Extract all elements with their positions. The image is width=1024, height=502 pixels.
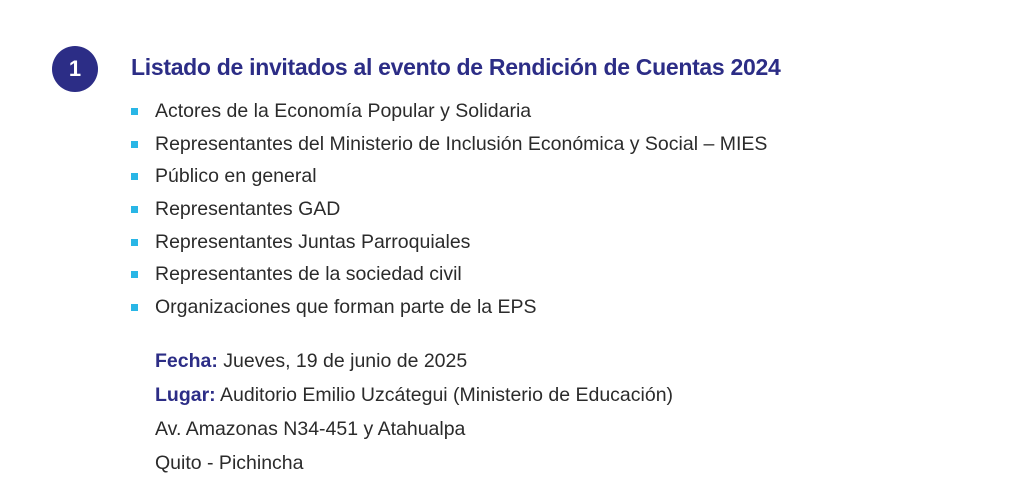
list-item — [131, 95, 767, 128]
square-bullet-icon — [131, 271, 138, 278]
list-item — [131, 128, 767, 161]
square-bullet-icon — [131, 141, 138, 148]
place-label: Lugar: — [155, 384, 216, 406]
list-item — [131, 193, 767, 226]
section-number-badge: 1 — [52, 46, 98, 92]
list-item — [131, 291, 767, 324]
date-label: Fecha: — [155, 350, 218, 372]
list-item-text: Actores de la Economía Popular y Solidaria — [155, 99, 532, 122]
city-line: Quito - Pichincha — [155, 452, 304, 474]
square-bullet-icon — [131, 304, 138, 311]
square-bullet-icon — [131, 108, 138, 115]
list-item-text: Representantes GAD — [155, 197, 341, 220]
list-item-text: Organizaciones que forman parte de la EPS — [155, 295, 537, 318]
square-bullet-icon — [131, 239, 138, 246]
list-item-text: Público en general — [155, 165, 317, 188]
address-line: Av. Amazonas N34-451 y Atahualpa — [155, 418, 466, 440]
list-item-text: Representantes Juntas Parroquiales — [155, 230, 471, 253]
event-date-line — [155, 344, 673, 378]
list-item-text: Representantes del Ministerio de Inclusión Económica y Social – MIES — [155, 132, 768, 155]
section-title: Listado de invitados al evento de Rendición de Cuentas 2024 — [131, 54, 781, 80]
square-bullet-icon — [131, 206, 138, 213]
event-details — [155, 344, 673, 480]
place-value: Auditorio Emilio Uzcátegui (Ministerio de Educación) — [220, 384, 674, 406]
square-bullet-icon — [131, 173, 138, 180]
list-item-text: Representantes de la sociedad civil — [155, 263, 462, 286]
guest-list — [131, 95, 767, 324]
list-item — [131, 258, 767, 291]
list-item — [131, 160, 767, 193]
event-place-line — [155, 378, 673, 412]
date-value: Jueves, 19 de junio de 2025 — [223, 350, 468, 372]
list-item — [131, 226, 767, 259]
